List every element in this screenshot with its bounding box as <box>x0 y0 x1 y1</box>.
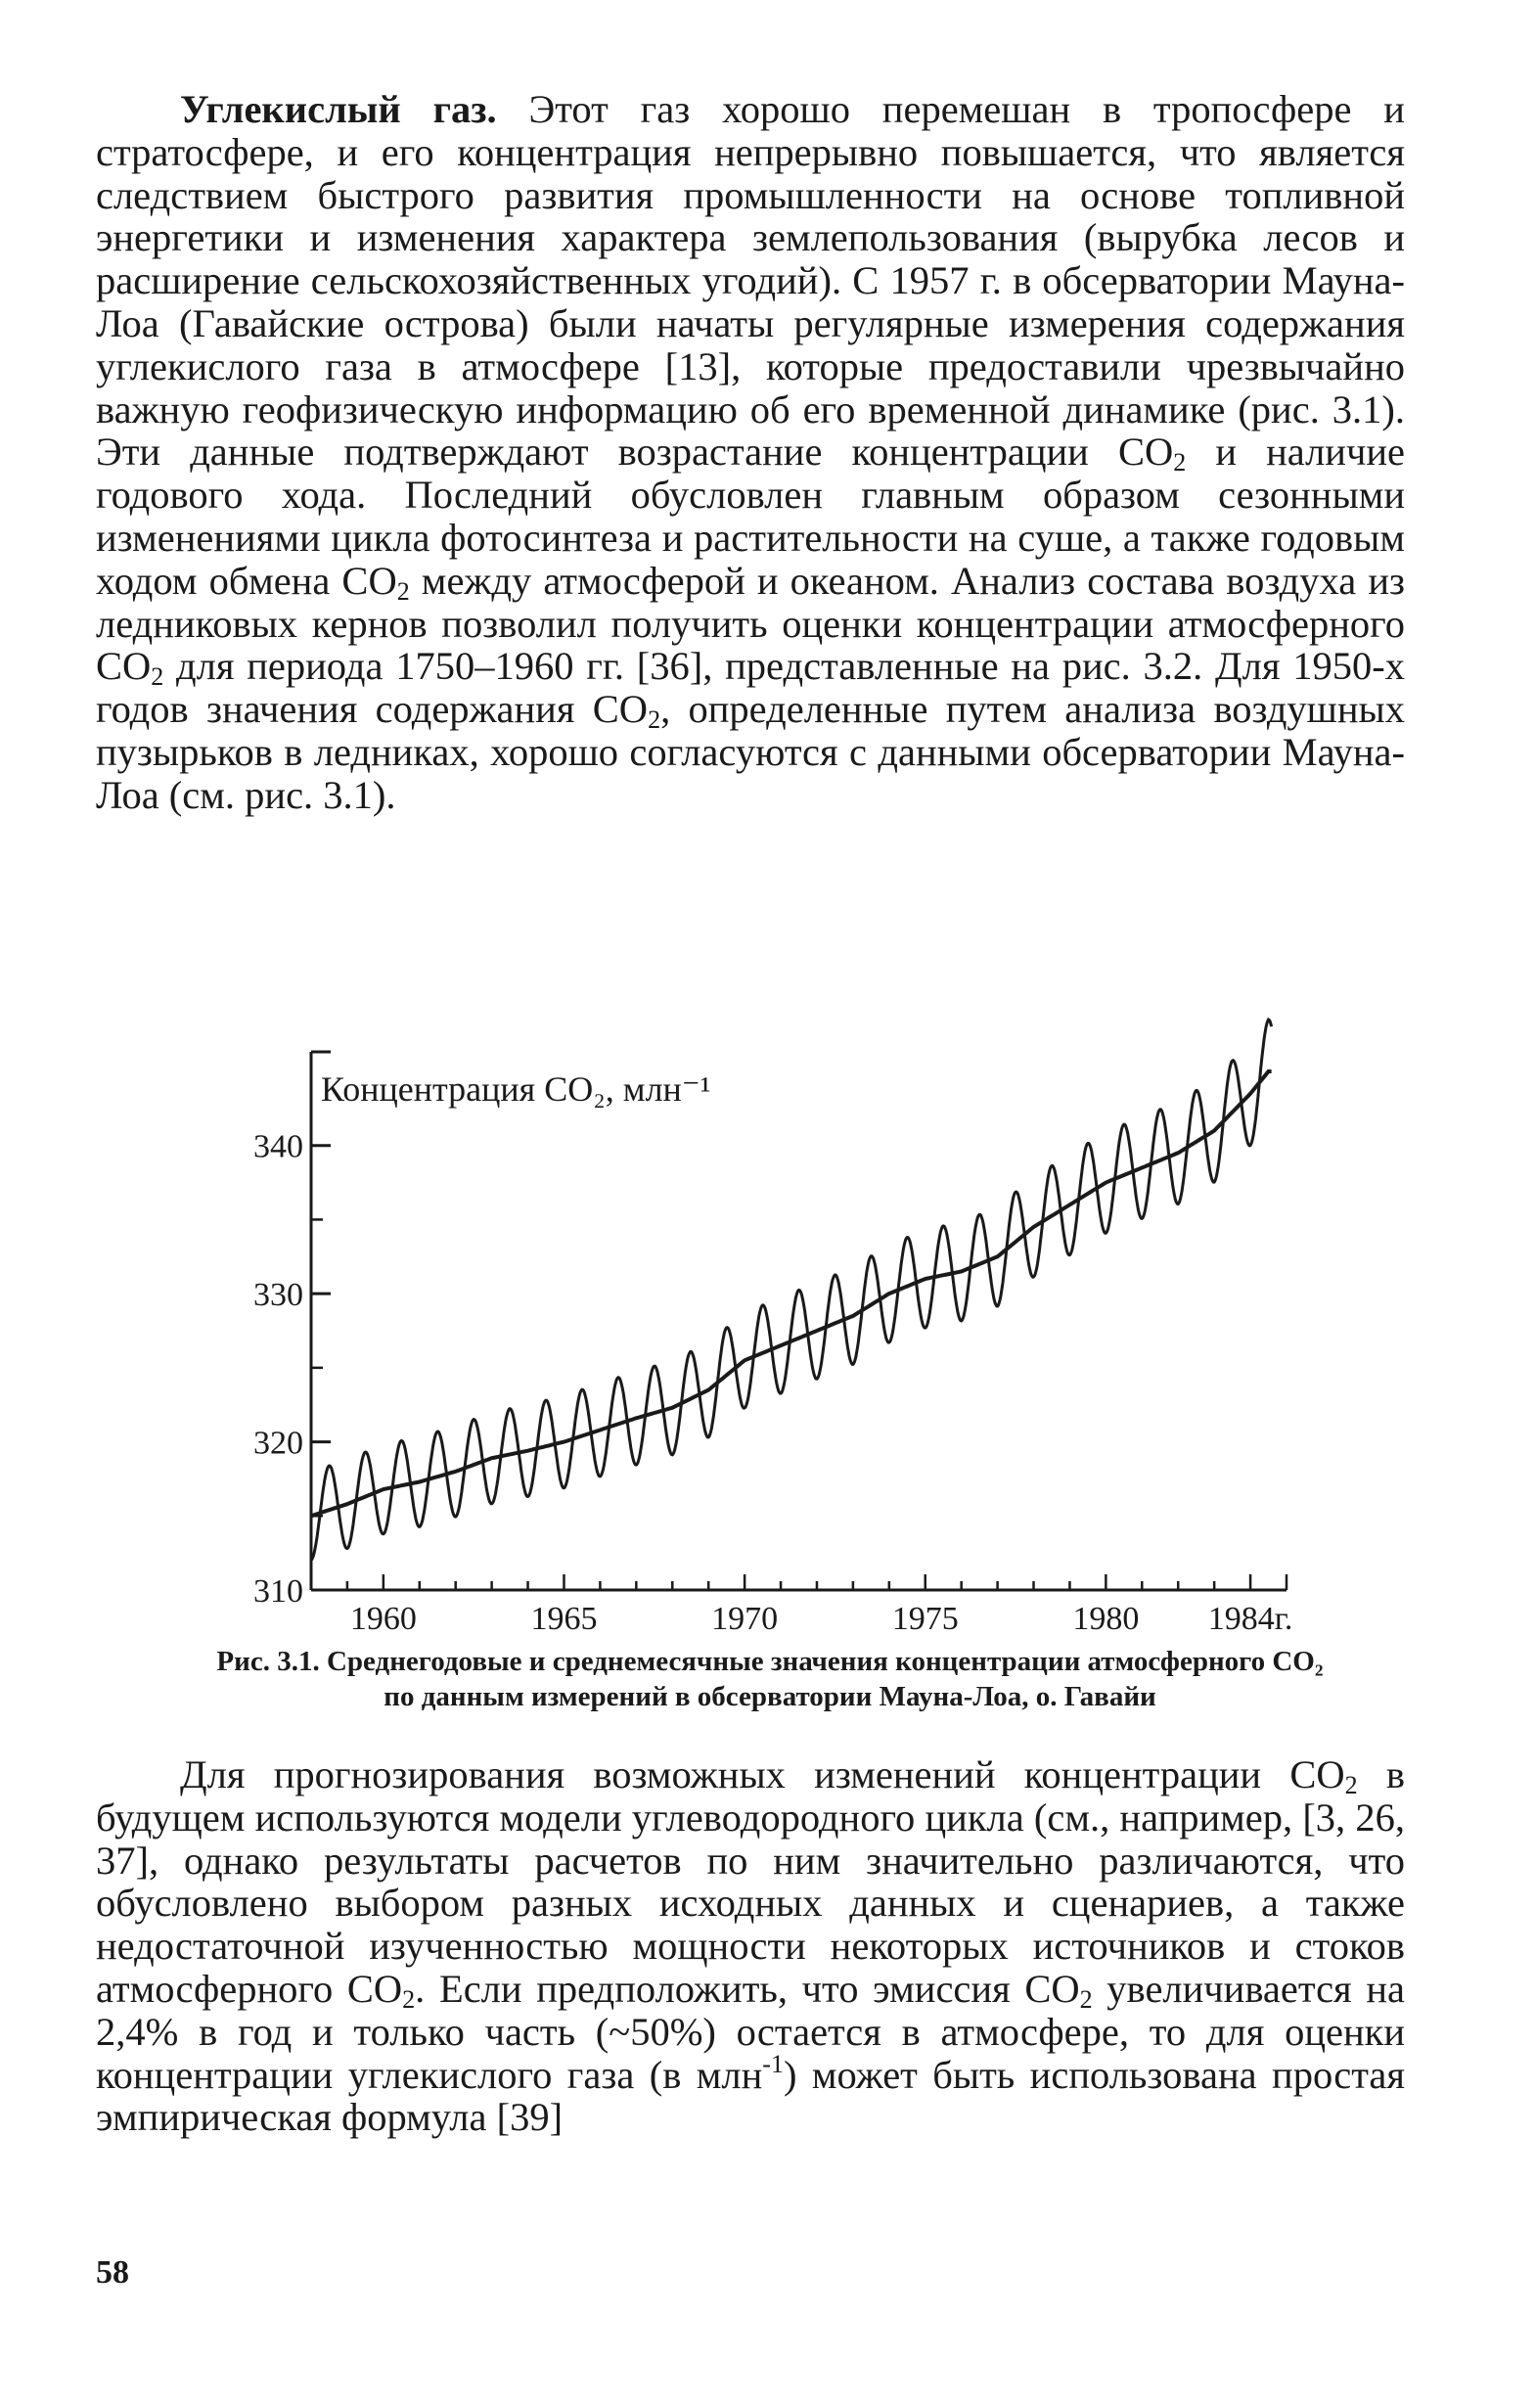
paragraph-1 <box>96 88 1405 817</box>
subscript-2: 2 <box>1173 448 1187 477</box>
x-tick-label: 1965 <box>530 1601 598 1637</box>
subscript-2: 2 <box>396 576 410 606</box>
subscript-2: 2 <box>648 705 661 735</box>
x-tick-label: 1984г. <box>1207 1601 1293 1637</box>
paragraph-2-text-b: в будущем используются модели углеводородного цикла (см., например, [3, 26, 37], однако результаты расчетов по ним значительно различаются, что обусловлено выбором разных исходных данных и сценариев, а также недостаточной изученностью мощности некоторых источников и стоков атмосферного CO <box>96 1752 1406 2011</box>
paragraph-2-text-e: ) может быть использована простая эмпирическая формула [39] <box>96 2052 1406 2140</box>
x-tick-label: 1970 <box>711 1601 779 1637</box>
subscript-2: 2 <box>1079 1984 1093 2014</box>
paragraph-1-text-d: для периода 1750–1960 гг. [36], представленные на рис. 3.2. Для 1950-х годов значения содержания CO <box>96 644 1405 732</box>
y-tick-label: 320 <box>253 1425 303 1462</box>
subscript-2: 2 <box>402 1984 416 2014</box>
y-axis-label: Концентрация CO₂, млн⁻¹ <box>321 1069 711 1109</box>
subscript-2: 2 <box>1344 1771 1358 1799</box>
figure-caption: Рис. 3.1. Среднегодовые и среднемесячные значения концентрации атмосферного CO₂ по данным измерений в обсерватории Мауна-Лоа, о. Гавайи <box>216 1646 1324 1712</box>
paragraph-2-text-d: увеличивается на 2,4% в год и только часть (~50%) остается в атмосфере, то для оценки концентрации углекислого газа (в млн <box>96 1966 1406 2097</box>
paragraph-2-text-a: Для прогнозирования возможных изменений концентрации CO <box>180 1752 1345 1796</box>
paragraph-1-text-a: Этот газ хорошо перемешан в тропосфере и стратосфере, и его концентрация непрерывно повышается, что является следствием быстрого развития промышленности на основе топливной энергетики и изменения характера землепользования (вырубка лесов и расширение сельскохозяйственных угодий). С 1957 г. в обсерватории Мауна-Лоа (Гавайские острова) были начаты регулярные измерения содержания углекислого газа в атмосфере [13], которые предоставили чрезвычайно важную геофизическую информацию об его временной динамике (рис. 3.1). Эти данные подтверждают возрастание концентрации CO <box>96 87 1405 475</box>
paragraph-lead: Углекислый газ. <box>180 87 497 131</box>
x-tick-label: 1975 <box>891 1601 959 1637</box>
paragraph-1-text-b: и наличие годового хода. Последний обусловлен главным образом сезонными изменениями цикла фотосинтеза и растительности на суше, а также годовым ходом обмена CO <box>96 430 1405 603</box>
x-tick-label: 1960 <box>349 1601 417 1637</box>
y-tick-label: 330 <box>253 1277 303 1314</box>
subscript-2: 2 <box>151 662 164 692</box>
paragraph-2-text-c: . Если предположить, что эмиссия CO <box>415 1966 1080 2011</box>
paragraph-2 <box>96 1753 1405 2139</box>
page-number: 58 <box>96 2254 129 2291</box>
y-tick-label: 310 <box>253 1573 303 1610</box>
paragraph-1-text-e: , определенные путем анализа воздушных пузырьков в ледниках, хорошо согласуются с данными обсерватории Мауна-Лоа (см. рис. 3.1). <box>96 687 1405 817</box>
x-tick-label: 1980 <box>1072 1601 1140 1637</box>
y-tick-label: 340 <box>253 1128 303 1165</box>
co2-chart <box>196 1013 1370 1639</box>
superscript-minus-1: -1 <box>762 2049 784 2078</box>
paragraph-1-text-c: между атмосферой и океаном. Анализ состава воздуха из ледниковых кернов позволил получить оценки концентрации атмосферного CO <box>96 558 1405 689</box>
figure-3-1 <box>196 1013 1370 1688</box>
